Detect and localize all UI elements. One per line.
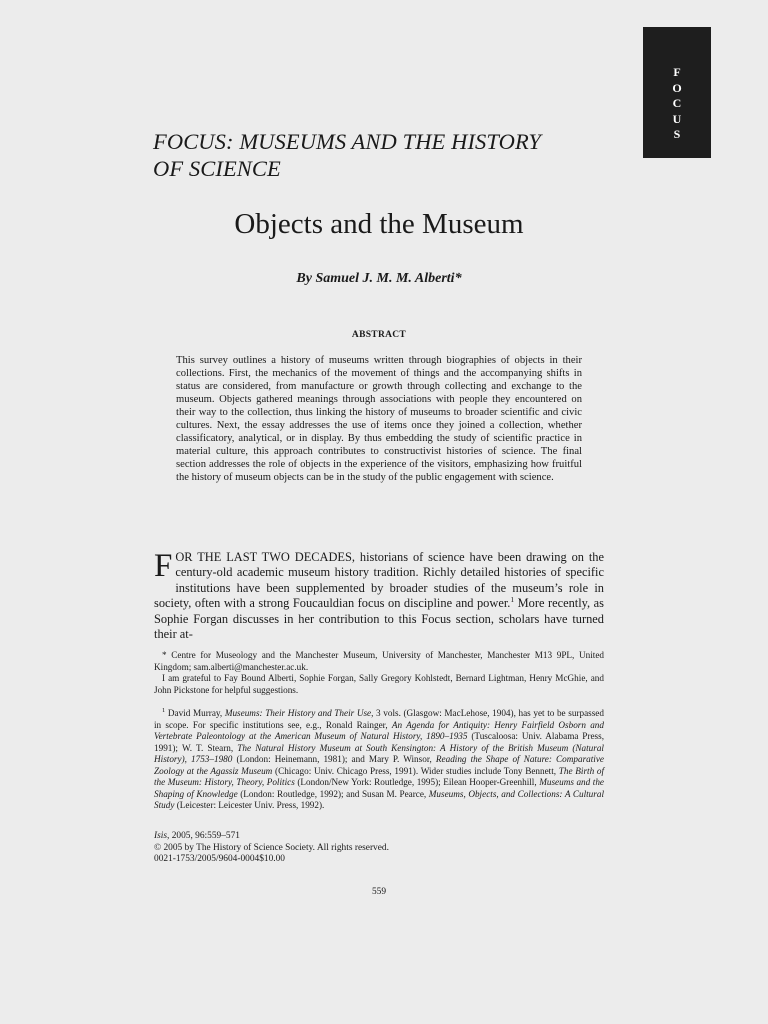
author-affiliation-note: * Centre for Museology and the Manchester Museum, University of Manchester, Manchester M13 9PL, United Kingdom; sam.alberti@manchester.ac.uk. (154, 650, 604, 672)
author-byline: By Samuel J. M. M. Alberti* (296, 271, 462, 286)
body-paragraph (154, 550, 604, 642)
abstract-heading: ABSTRACT (351, 330, 407, 340)
footnote-text: David Murray, (165, 708, 225, 718)
footnote-title: Museums, Objects, and Collections: A Cultural Study (154, 788, 604, 810)
journal-citation (154, 831, 454, 866)
footnote-text: (London/New York: Routledge, 1995); Eilean Hooper-Greenhill, (294, 777, 540, 787)
journal-name: Isis (154, 831, 168, 841)
footnote-title: The Birth of the Museum: History, Theory, Politics (154, 765, 605, 787)
footnote-text: (London: Heinemann, 1981); and Mary P. Winsor, (232, 754, 436, 764)
focus-tab (643, 27, 711, 158)
tab-letter: C (672, 96, 682, 110)
section-title: FOCUS: MUSEUMS AND THE HISTORY OF SCIENCE (153, 129, 542, 181)
footnote-text: (Chicago: Univ. Chicago Press, 1991). Wider studies include Tony Bennett, (272, 765, 559, 776)
footnote-title: The Natural History Museum at South Kensington: A History of the British Museum (Natural History), 1753–1980 (154, 742, 604, 764)
body-text-2: More recently, as Sophie Forgan discusses in her contribution to this Focus section, scholars have turned their at- (154, 596, 604, 642)
tab-letter: U (672, 111, 682, 126)
footnote-title: Museums and the Shaping of Knowledge (154, 777, 604, 799)
article-title: Objects and the Museum (234, 208, 524, 240)
footnote-ref[interactable]: 1 (510, 595, 515, 605)
footnotes (154, 650, 604, 812)
volume-pages: , 2005, 96:559–571 (167, 831, 240, 841)
footnote-title: Reading the Shape of Nature: Comparative Zoology at the Agassiz Museum (154, 754, 605, 776)
footnote-marker: 1 (162, 706, 166, 714)
page-number: 559 (371, 887, 387, 897)
footnote-text: (Leicester: Leicester Univ. Press, 1992). (174, 800, 325, 810)
acknowledgements-note: I am grateful to Fay Bound Alberti, Sophie Forgan, Sally Gregory Kohlstedt, Bernard Lightman, Henry McGhie, and John Pickstone for helpful suggestions. (154, 673, 604, 695)
footnote-text: (London: Routledge, 1992); and Susan M. Pearce, (237, 788, 429, 799)
issn-line: 0021-1753/2005/9604-0004$10.00 (154, 854, 285, 865)
drop-cap: F (154, 548, 173, 584)
copyright-line: © 2005 by The History of Science Society. All rights reserved. (154, 842, 389, 853)
citation-line (154, 831, 454, 843)
footnote-1 (154, 708, 604, 812)
lead-in: OR THE LAST TWO DECADES, (175, 550, 355, 564)
tab-letter: O (672, 80, 682, 95)
abstract-text: This survey outlines a history of museums written through biographies of objects in their collections. First, the mechanics of the movement of things and the accompanying shifts in status are considered, from manufacture or growth through collecting and exchange to the museum. Objects gathered meanings through associations with people they encountered on their way to the collection, thus linking the history of museums to broader scientific and civic cultures. Next, the essay addresses the use of items once they joined a collection, whether classificatory, analytical, or in display. By thus embedding the study of scientific practice in material culture, this approach contributes to constructivist histories of science. The final section addresses the role of objects in the experience of the visitors, emphasizing how fruitful the history of museum objects can be in the study of the public engagement with science. (176, 355, 582, 483)
tab-letter: S (673, 127, 681, 141)
footnote-title: An Agenda for Antiquity: Henry Fairfield Osborn and Vertebrate Paleontology at the American Museum of Natural History, 1890–1935 (154, 719, 604, 741)
footnote-title: Museums: Their History and Their Use, (224, 708, 374, 718)
footnote-text: 3 vols. (Glasgow: MacLehose, 1904), has yet to be surpassed in scope. For specific institutions see, e.g., Ronald Rainger, (154, 708, 604, 730)
body-text-1: historians of science have been drawing on the century-old academic museum history tradition. Richly detailed histories of specific institutions have been supplemented by broader studies of the museum’s role in society, often with a strong Foucauldian focus on discipline and power. (154, 550, 604, 611)
footnote-text: (Tuscaloosa: Univ. Alabama Press, 1991); W. T. Stearn, (154, 731, 604, 753)
tab-letter: F (673, 65, 681, 79)
